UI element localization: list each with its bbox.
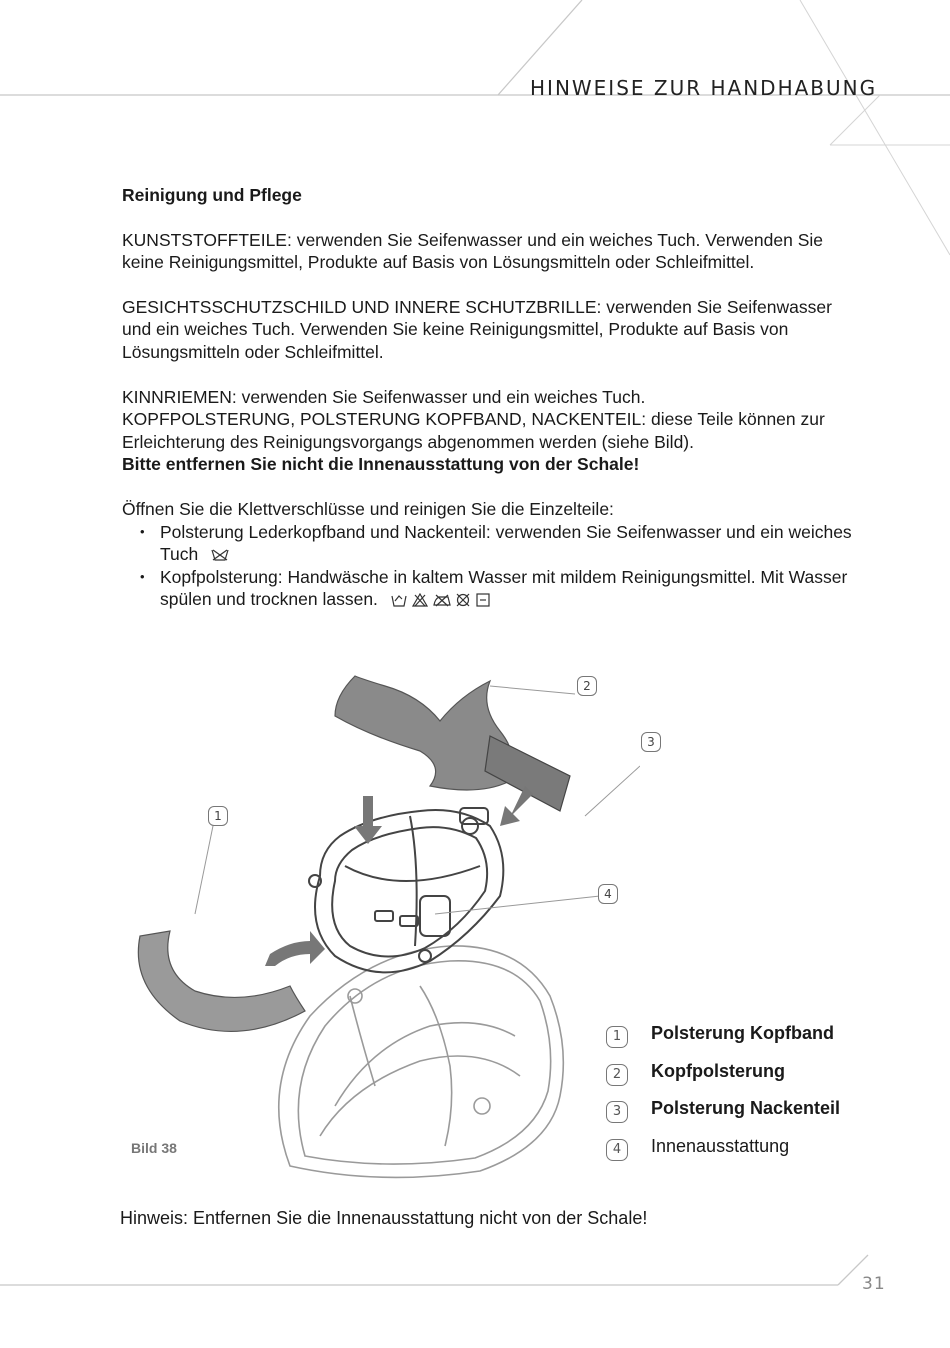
legend-label: Innenausstattung xyxy=(651,1135,790,1156)
legend-number: 4 xyxy=(606,1139,628,1161)
paragraph-face-shield: GESICHTSSCHUTZSCHILD UND INNERE SCHUTZBRILLE: verwenden Sie Seifenwasser und ein weiches Tuch. Verwenden Sie keine Reinigungsmittel, Produkte auf Basis von Lösungsmitteln oder Schleifmittel. xyxy=(122,296,832,362)
padding-text: KOPFPOLSTERUNG, POLSTERUNG KOPFBAND, NACKENTEIL: diese Teile können zur Erleichterung des Reinigungsvorgangs abgenommen werden (siehe Bild). xyxy=(122,409,825,452)
legend-number: 1 xyxy=(606,1026,628,1048)
cleaning-instructions xyxy=(122,498,862,613)
legend-label: Polsterung Nackenteil xyxy=(651,1098,841,1118)
helmet-exploded-illustration xyxy=(120,666,640,1196)
warning-text: Bitte entfernen Sie nicht die Innenausstattung von der Schale! xyxy=(122,454,640,475)
helmet-shell xyxy=(279,946,564,1178)
paragraph-plastic-parts: KUNSTSTOFFTEILE: verwenden Sie Seifenwasser und ein weiches Tuch. Verwenden Sie keine Reinigungsmittel, Produkte auf Basis von Lösungsmitteln oder Schleifmittel. xyxy=(122,229,823,273)
legend-label: Polsterung Kopfband xyxy=(651,1023,834,1043)
chin-strap-text: KINNRIEMEN: verwenden Sie Seifenwasser und ein weiches Tuch. xyxy=(122,386,646,407)
care-symbols xyxy=(391,590,491,613)
no-wash-icon xyxy=(211,548,229,562)
legend-label: Kopfpolsterung xyxy=(651,1060,785,1081)
legend-item xyxy=(606,1097,906,1135)
bullet-text: Kopfpolsterung: Handwäsche in kaltem Wasser mit mildem Reinigungsmittel. Mit Wasser spülen und trocknen lassen. xyxy=(160,566,848,610)
main-content xyxy=(122,184,862,613)
list-item xyxy=(122,521,862,566)
legend-item xyxy=(606,1022,906,1060)
legend-number: 2 xyxy=(606,1064,628,1086)
callout-3: 3 xyxy=(641,732,661,752)
figure-caption: Bild 38 xyxy=(131,1140,177,1156)
no-bleach-icon xyxy=(412,593,428,607)
paragraph-padding xyxy=(122,386,862,476)
intro-text: Öffnen Sie die Klettverschlüsse und reinigen Sie die Einzelteile: xyxy=(122,498,614,519)
callout-2: 2 xyxy=(577,676,597,696)
page-number: 31 xyxy=(862,1274,886,1294)
callout-1: 1 xyxy=(208,806,228,826)
legend-item xyxy=(606,1135,906,1173)
no-iron-icon xyxy=(433,593,451,607)
legend-number: 3 xyxy=(606,1101,628,1123)
hand-wash-icon xyxy=(391,593,407,607)
legend-item xyxy=(606,1060,906,1098)
no-dry-clean-icon xyxy=(455,593,471,607)
bullet-list xyxy=(122,521,862,613)
dry-flat-icon xyxy=(476,593,490,607)
headband-pad xyxy=(138,931,305,1031)
neck-pad xyxy=(485,736,570,811)
callout-4: 4 xyxy=(598,884,618,904)
page-header-title: HINWEISE ZUR HANDHABUNG xyxy=(530,76,878,100)
figure-legend xyxy=(606,1022,906,1172)
footer-note: Hinweis: Entfernen Sie die Innenausstattung nicht von der Schale! xyxy=(120,1208,648,1228)
bullet-text: Polsterung Lederkopfband und Nackenteil: verwenden Sie Seifenwasser und ein weiches Tuch xyxy=(160,521,852,565)
section-heading: Reinigung und Pflege xyxy=(122,185,302,205)
list-item xyxy=(122,566,862,613)
head-pad xyxy=(335,676,513,790)
